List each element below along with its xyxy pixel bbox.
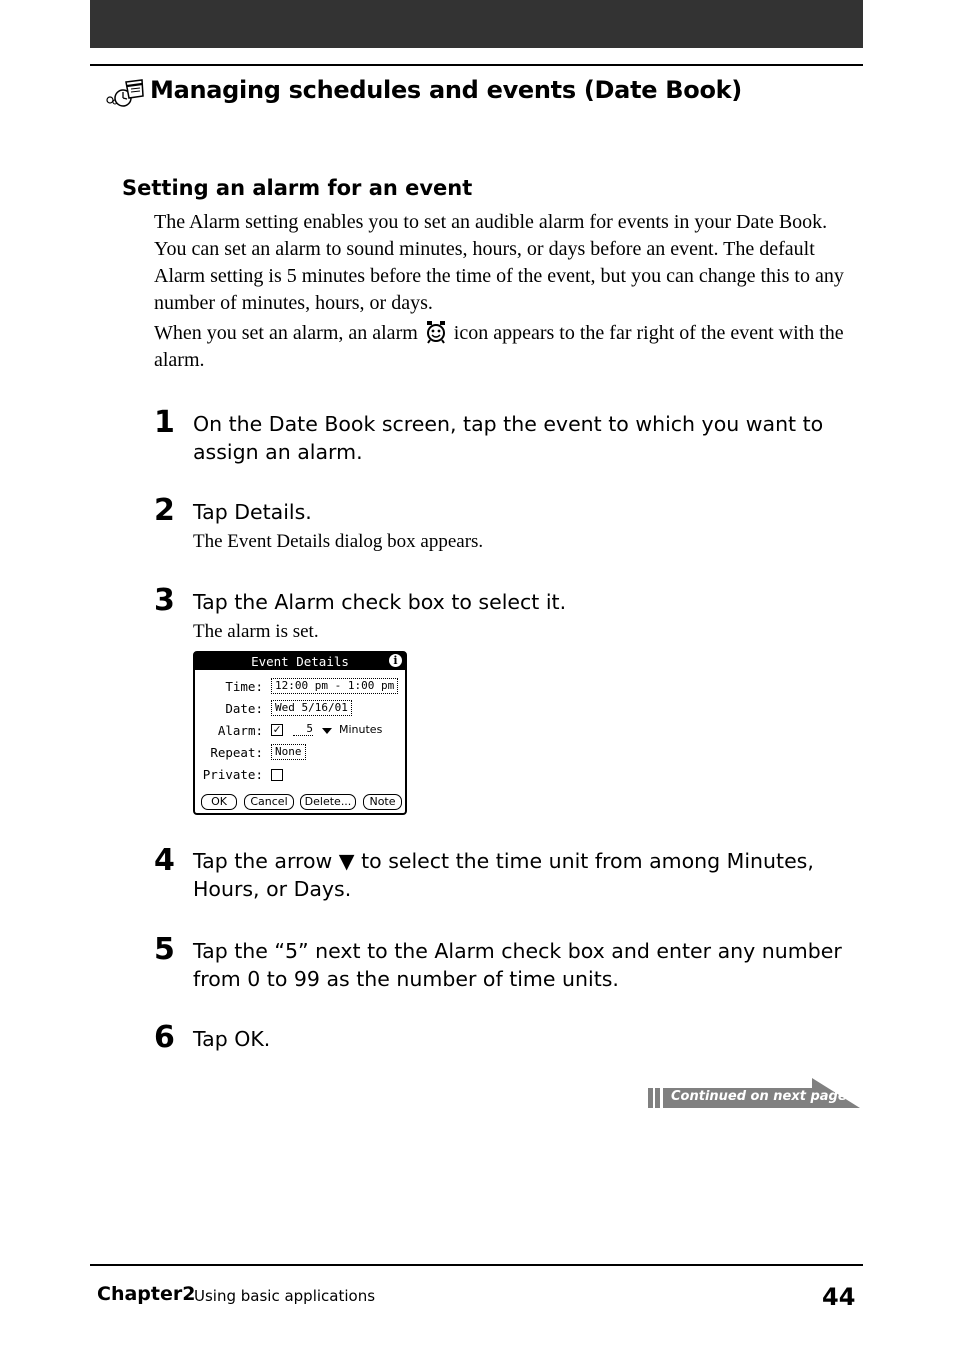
note-button[interactable]: Note bbox=[363, 794, 402, 810]
top-rule bbox=[90, 64, 863, 66]
alarm-label: Alarm: bbox=[217, 723, 263, 738]
sub-heading: Setting an alarm for an event bbox=[122, 176, 473, 200]
paragraph-text-after: icon appears to the far right of the event with the alarm. bbox=[154, 322, 844, 371]
step-text: On the Date Book screen, tap the event to which you want to assign an alarm. bbox=[193, 412, 824, 464]
repeat-label: Repeat: bbox=[210, 745, 263, 760]
alarm-checkbox[interactable]: ✓ bbox=[271, 724, 283, 736]
step-note: The alarm is set. bbox=[193, 621, 319, 642]
alarm-icon-paragraph bbox=[154, 320, 854, 374]
paragraph-text-before: When you set an alarm, an alarm bbox=[154, 322, 418, 344]
date-field[interactable]: Wed 5/16/01 bbox=[271, 700, 352, 716]
step-note: The Event Details dialog box appears. bbox=[193, 531, 484, 552]
alarm-clock-icon bbox=[425, 320, 447, 344]
step-number: 3 bbox=[154, 583, 175, 618]
alarm-unit-arrow-icon[interactable] bbox=[322, 728, 332, 734]
footer-chapter-title: Using basic applications bbox=[194, 1287, 376, 1305]
ok-button[interactable]: OK bbox=[201, 794, 237, 810]
step-text: Tap the Alarm check box to select it. bbox=[193, 590, 567, 614]
alarm-unit[interactable]: Minutes bbox=[339, 723, 383, 736]
step-number: 5 bbox=[154, 932, 175, 967]
step-number: 1 bbox=[154, 405, 175, 440]
page-number: 44 bbox=[822, 1283, 856, 1311]
time-label: Time: bbox=[225, 679, 263, 694]
cancel-button[interactable]: Cancel bbox=[244, 794, 294, 810]
dialog-title: Event Details bbox=[195, 653, 405, 670]
bottom-rule bbox=[90, 1264, 863, 1266]
step-number: 6 bbox=[154, 1020, 175, 1055]
header-bar bbox=[90, 0, 863, 48]
intro-paragraph: The Alarm setting enables you to set an audible alarm for events in your Date Book. You can set an alarm to sound minutes, hours, or days before an event. The default Alarm setting is 5 minutes before the time of the event, but you can change this to any number of minutes, hours, or days. bbox=[154, 211, 844, 314]
step-number: 4 bbox=[154, 843, 175, 878]
footer-chapter: Chapter2 bbox=[97, 1283, 196, 1305]
private-label: Private: bbox=[202, 767, 263, 782]
step-number: 2 bbox=[154, 493, 175, 528]
alarm-number-field[interactable]: 5 bbox=[293, 723, 313, 736]
date-label: Date: bbox=[225, 701, 263, 716]
step-text: Tap OK. bbox=[193, 1027, 271, 1051]
section-title: Managing schedules and events (Date Book) bbox=[150, 76, 742, 104]
delete-button[interactable]: Delete... bbox=[300, 794, 356, 810]
date-book-icon bbox=[104, 78, 144, 108]
step-text: Tap Details. bbox=[193, 500, 312, 524]
event-details-dialog bbox=[193, 651, 407, 815]
continued-label: Continued on next page bbox=[671, 1089, 847, 1104]
step-text: Tap the arrow ▼ to select the time unit from among Minutes, Hours, or Days. bbox=[193, 849, 814, 901]
step-text: Tap the “5” next to the Alarm check box and enter any number from 0 to 99 as the number of time units. bbox=[193, 939, 842, 991]
private-checkbox[interactable] bbox=[271, 769, 283, 781]
time-field[interactable]: 12:00 pm - 1:00 pm bbox=[271, 678, 398, 694]
info-icon[interactable]: i bbox=[389, 654, 402, 667]
repeat-field[interactable]: None bbox=[271, 744, 306, 760]
